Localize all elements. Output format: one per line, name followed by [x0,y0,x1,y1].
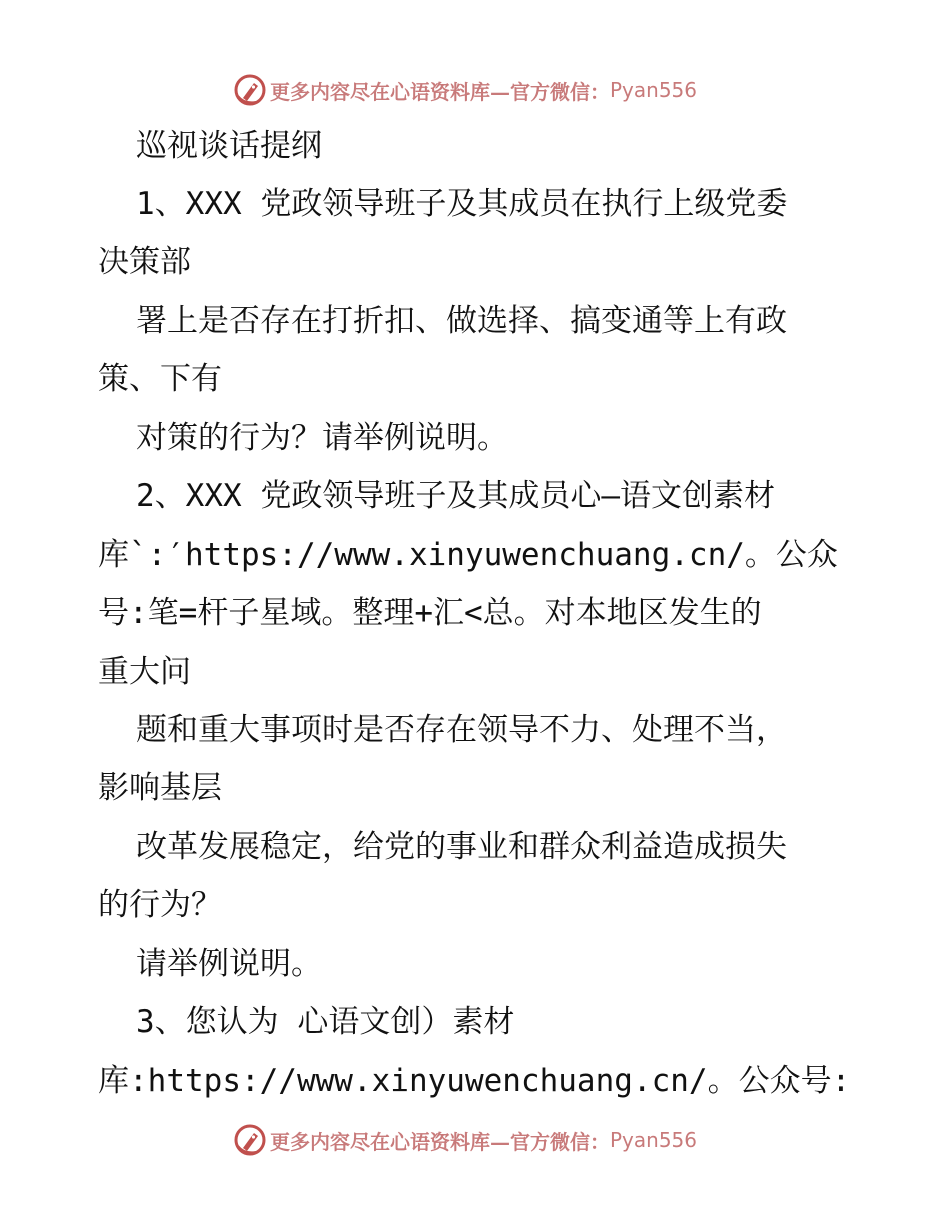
doc-line: 库:https://www.xinyuwenchuang.cn/。公众号: [98,1063,851,1099]
doc-line: 2、XXX 党政领导班子及其成员心—语文创素材 [136,478,775,514]
doc-line: 1、XXX 党政领导班子及其成员在执行上级党委 [136,186,788,222]
pen-nib-logo-icon [234,1124,266,1156]
watermark-wechat-id: Pyan556 [610,1128,698,1152]
doc-line: 3、您认为 心语文创）素材 [136,1004,515,1040]
footer-watermark [234,1122,697,1158]
watermark-text: 更多内容尽在心语资料库—官方微信： [270,79,610,104]
pen-nib-logo-icon [234,74,266,106]
doc-line: 重大问 [98,654,191,690]
doc-line: 对策的行为？请举例说明。 [136,420,508,456]
doc-title: 巡视谈话提纲 [136,128,322,164]
doc-line: 请举例说明。 [136,946,322,982]
doc-line: 改革发展稳定，给党的事业和群众利益造成损失 [136,829,787,865]
doc-line: 号:笔=杆子星域。整理+汇<总。对本地区发生的 [98,595,762,631]
watermark-wechat-id: Pyan556 [610,78,698,102]
watermark-text: 更多内容尽在心语资料库—官方微信： [270,1129,610,1154]
doc-line: 题和重大事项时是否存在领导不力、处理不当， [136,712,787,748]
doc-line: 的行为？ [98,887,222,923]
doc-line: 影响基层 [98,770,222,806]
doc-line: 库`:′https://www.xinyuwenchuang.cn/。公众 [98,537,838,573]
header-watermark [234,72,697,108]
doc-line: 决策部 [98,244,191,280]
doc-line: 策、下有 [98,361,222,397]
doc-line: 署上是否存在打折扣、做选择、搞变通等上有政 [136,303,787,339]
